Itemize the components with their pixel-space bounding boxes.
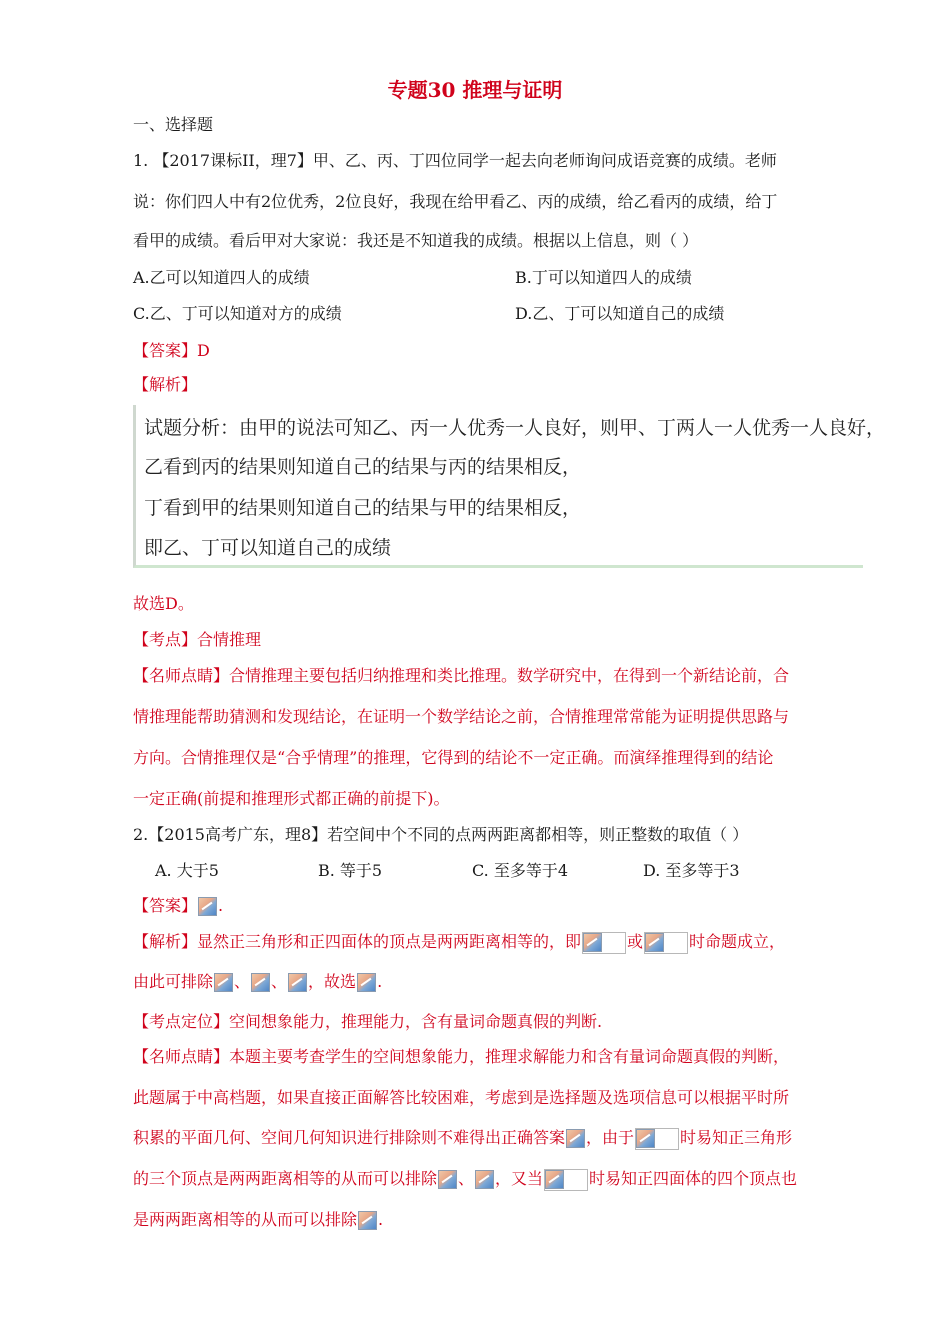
q2-option-d: D. 至多等于3	[643, 861, 740, 880]
q1-conclusion: 故选D。	[133, 594, 194, 613]
q2-mingshi-line-1: 【名师点睛】本题主要考查学生的空间想象能力，推理求解能力和含有量词命题真假的判断，	[133, 1047, 790, 1066]
q1-stem-line-3: 看甲的成绩。看后甲对大家说：我还是不知道我的成绩。根据以上信息，则（ ）	[133, 231, 699, 250]
q2-stem: 2.【2015高考广东，理8】若空间中个不同的点两两距离都相等，则正整数的取值（ ）	[133, 825, 749, 844]
q1-mingshi-line-4: 一定正确(前提和推理形式都正确的前提下)。	[133, 789, 450, 808]
formula-image-icon	[438, 1170, 457, 1189]
q1-mingshi-line-1: 【名师点睛】合情推理主要包括归纳推理和类比推理。数学研究中，在得到一个新结论前，合	[133, 666, 790, 685]
q2-mingshi-text: ，由于	[586, 1128, 635, 1147]
q2-jiexi-line-1	[133, 931, 785, 954]
q1-option-c: C.乙、丁可以知道对方的成绩	[133, 304, 342, 323]
q2-mingshi-text: 积累的平面几何、空间几何知识进行排除则不难得出正确答案	[133, 1128, 566, 1147]
formula-image-icon	[198, 897, 217, 916]
q2-mingshi-text: 时易知正三角形	[680, 1128, 793, 1147]
q2-mingshi-text: 、	[458, 1169, 475, 1188]
q1-option-d: D.乙、丁可以知道自己的成绩	[515, 304, 725, 323]
q2-jiexi-line-2	[133, 971, 382, 993]
section-heading: 一、选择题	[133, 115, 214, 134]
q2-jiexi-text: 、	[234, 972, 251, 991]
formula-image-icon	[582, 932, 626, 954]
formula-image-icon	[214, 973, 233, 992]
formula-image-icon	[358, 1211, 377, 1230]
q2-answer	[133, 895, 223, 917]
formula-image-icon	[566, 1129, 585, 1148]
q2-kaodian: 【考点定位】空间想象能力，推理能力，含有量词命题真假的判断.	[133, 1012, 603, 1031]
q2-mingshi-text: .	[378, 1210, 384, 1229]
q2-jiexi-text: 、	[271, 972, 288, 991]
q2-answer-label: 【答案】	[133, 896, 198, 915]
q1-answer: 【答案】D	[133, 341, 210, 360]
q1-mingshi-line-2: 情推理能帮助猜测和发现结论，在证明一个数学结论之前，合情推理常常能为证明提供思路与	[133, 707, 790, 726]
q1-mingshi-line-3: 方向。合情推理仅是“合乎情理”的推理，它得到的结论不一定正确。而演绎推理得到的结论	[133, 748, 774, 767]
q2-jiexi-text: 时命题成立，	[689, 932, 786, 951]
q2-mingshi-line-2: 此题属于中高档题，如果直接正面解答比较困难，考虑到是选择题及选项信息可以根据平时所	[133, 1088, 790, 1107]
q2-option-b: B. 等于5	[318, 861, 383, 880]
q1-analysis-image	[133, 405, 886, 568]
q1-stem-line-2: 说：你们四人中有2位优秀，2位良好，我现在给甲看乙、丙的成绩，给乙看丙的成绩，给丁	[133, 192, 778, 211]
q2-option-c: C. 至多等于4	[472, 861, 569, 880]
q2-answer-tail: .	[218, 896, 224, 915]
q1-option-b: B.丁可以知道四人的成绩	[515, 268, 692, 287]
q2-mingshi-text: 是两两距离相等的从而可以排除	[133, 1210, 358, 1229]
q2-jiexi-text: ，故选	[308, 972, 357, 991]
q1-kaodian: 【考点】合情推理	[133, 630, 262, 649]
analysis-line: 乙看到丙的结果则知道自己的结果与丙的结果相反，	[144, 456, 582, 478]
page-title: 专题30 推理与证明	[387, 78, 563, 102]
q2-mingshi-line-4	[133, 1168, 797, 1191]
formula-image-icon	[475, 1170, 494, 1189]
q1-stem-line-1: 1. 【2017课标II，理7】甲、乙、丙、丁四位同学一起去向老师询问成语竞赛的成绩。老师	[133, 151, 777, 170]
formula-image-icon	[544, 1169, 588, 1191]
formula-image-icon	[357, 973, 376, 992]
q2-mingshi-text: 的三个顶点是两两距离相等的从而可以排除	[133, 1169, 438, 1188]
q2-mingshi-line-3	[133, 1127, 792, 1150]
formula-image-icon	[288, 973, 307, 992]
q2-mingshi-text: ，又当	[495, 1169, 544, 1188]
analysis-line: 试题分析：由甲的说法可知乙、丙一人优秀一人良好，则甲、丁两人一人优秀一人良好，	[144, 417, 886, 439]
q2-option-a: A. 大于5	[155, 861, 219, 880]
analysis-line: 丁看到甲的结果则知道自己的结果与甲的结果相反，	[144, 497, 582, 519]
q2-jiexi-text: 或	[627, 932, 644, 951]
q2-mingshi-text: 时易知正四面体的四个顶点也	[589, 1169, 798, 1188]
formula-image-icon	[251, 973, 270, 992]
formula-image-icon	[644, 932, 688, 954]
analysis-line: 即乙、丁可以知道自己的成绩	[144, 537, 392, 559]
q2-mingshi-line-5	[133, 1209, 383, 1231]
q1-option-a: A.乙可以知道四人的成绩	[133, 268, 310, 287]
q2-jiexi-text: 由此可排除	[133, 972, 214, 991]
q1-analysis-label: 【解析】	[133, 375, 198, 394]
q2-jiexi-text: 【解析】显然正三角形和正四面体的顶点是两两距离相等的，即	[133, 932, 582, 951]
q2-jiexi-text: .	[377, 972, 383, 991]
formula-image-icon	[635, 1128, 679, 1150]
